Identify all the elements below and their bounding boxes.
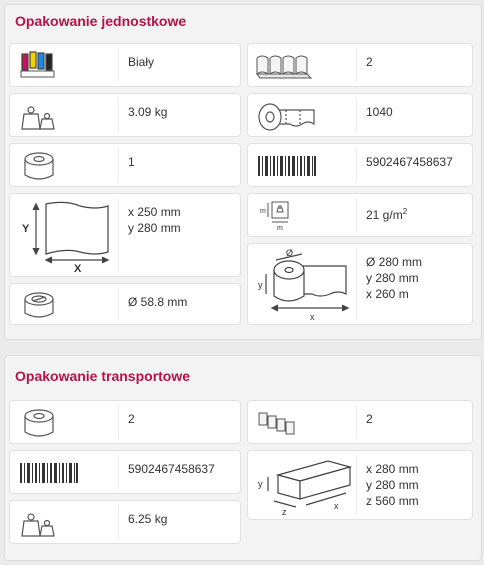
- roll-sheets-icon: [256, 100, 318, 132]
- sheet-size-y-value: y 280 mm: [128, 221, 181, 235]
- box-z-label: z: [282, 507, 287, 517]
- sheet-size-y-label: Y: [22, 223, 30, 235]
- transport-weight-card: [9, 500, 241, 544]
- roll-dimensions-card: [247, 243, 473, 325]
- transport-packs-card: [247, 400, 473, 444]
- roll-dimensions-y-label: y: [258, 280, 263, 290]
- grammage-m-label-left: m: [260, 208, 266, 215]
- core-card: [9, 283, 241, 325]
- grammage-value: [366, 204, 407, 223]
- separator: [356, 98, 357, 132]
- weight-value: 3.09 kg: [128, 105, 168, 119]
- transport-rolls-card: [9, 400, 241, 444]
- packs-value: 2: [366, 55, 373, 69]
- core-icon: [22, 289, 56, 321]
- unit-package-panel: [4, 4, 482, 340]
- separator: [356, 148, 357, 182]
- packs-card: [247, 43, 473, 87]
- color-swatch-icon: [18, 50, 64, 82]
- separator: [356, 48, 357, 82]
- weight-icon: [18, 100, 58, 132]
- transport-package-title: Opakowanie transportowe: [15, 368, 191, 384]
- transport-rolls-value: 2: [128, 412, 135, 426]
- grammage-exponent: 2: [402, 207, 408, 216]
- sheets-card: [247, 93, 473, 137]
- roll-dimensions-x-label: x: [310, 312, 315, 322]
- separator: [118, 148, 119, 182]
- transport-ean-value: 5902467458637: [128, 462, 215, 476]
- grammage-icon: [258, 200, 292, 232]
- roll-icon: [22, 406, 56, 440]
- separator: [118, 288, 119, 320]
- roll-dimensions-icon: [256, 248, 352, 322]
- separator: [356, 198, 357, 232]
- weight-icon: [18, 507, 58, 539]
- box-x-label: x: [334, 501, 339, 511]
- color-value: Biały: [128, 55, 155, 69]
- separator: [356, 455, 357, 515]
- unit-package-title: Opakowanie jednostkowe: [15, 13, 187, 29]
- transport-weight-value: 6.25 kg: [128, 512, 168, 526]
- transport-ean-card: [9, 450, 241, 494]
- grammage-card: [247, 193, 473, 237]
- sheet-size-icon: [16, 198, 112, 274]
- rolls-card: [9, 143, 241, 187]
- grammage-m-label-bottom: m: [277, 225, 283, 232]
- transport-package-panel: [4, 355, 482, 561]
- stack-icon: [254, 52, 314, 80]
- stack-icon: [256, 409, 300, 437]
- sheets-value: 1040: [366, 105, 393, 119]
- roll-dimensions-phi-label: Ø: [286, 248, 294, 258]
- box-dimensions-card: [247, 450, 473, 520]
- grammage-number: 21 g/m: [366, 208, 403, 222]
- core-value: Ø 58.8 mm: [128, 295, 188, 309]
- separator: [118, 505, 119, 539]
- sheet-size-x-value: x 250 mm: [128, 205, 181, 219]
- barcode-icon: [20, 463, 78, 483]
- ean-card: [247, 143, 473, 187]
- transport-packs-value: 2: [366, 412, 373, 426]
- box-y-label: y: [258, 479, 263, 489]
- separator: [118, 455, 119, 489]
- box-z-value: z 560 mm: [366, 494, 419, 508]
- roll-diameter-value: Ø 280 mm: [366, 255, 423, 269]
- roll-x-value: x 260 m: [366, 287, 409, 301]
- box-dimensions-icon: [254, 455, 354, 517]
- weight-card: [9, 93, 241, 137]
- box-x-value: x 280 mm: [366, 462, 419, 476]
- color-card: [9, 43, 241, 87]
- sheet-size-card: [9, 193, 241, 277]
- barcode-icon: [258, 156, 316, 176]
- separator: [356, 405, 357, 439]
- ean-value: 5902467458637: [366, 155, 453, 169]
- separator: [118, 98, 119, 132]
- separator: [118, 198, 119, 272]
- roll-icon: [22, 149, 56, 183]
- separator: [118, 48, 119, 82]
- separator: [356, 248, 357, 320]
- roll-y-value: y 280 mm: [366, 271, 419, 285]
- rolls-value: 1: [128, 155, 135, 169]
- box-y-value: y 280 mm: [366, 478, 419, 492]
- sheet-size-x-label: X: [74, 263, 82, 274]
- separator: [118, 405, 119, 439]
